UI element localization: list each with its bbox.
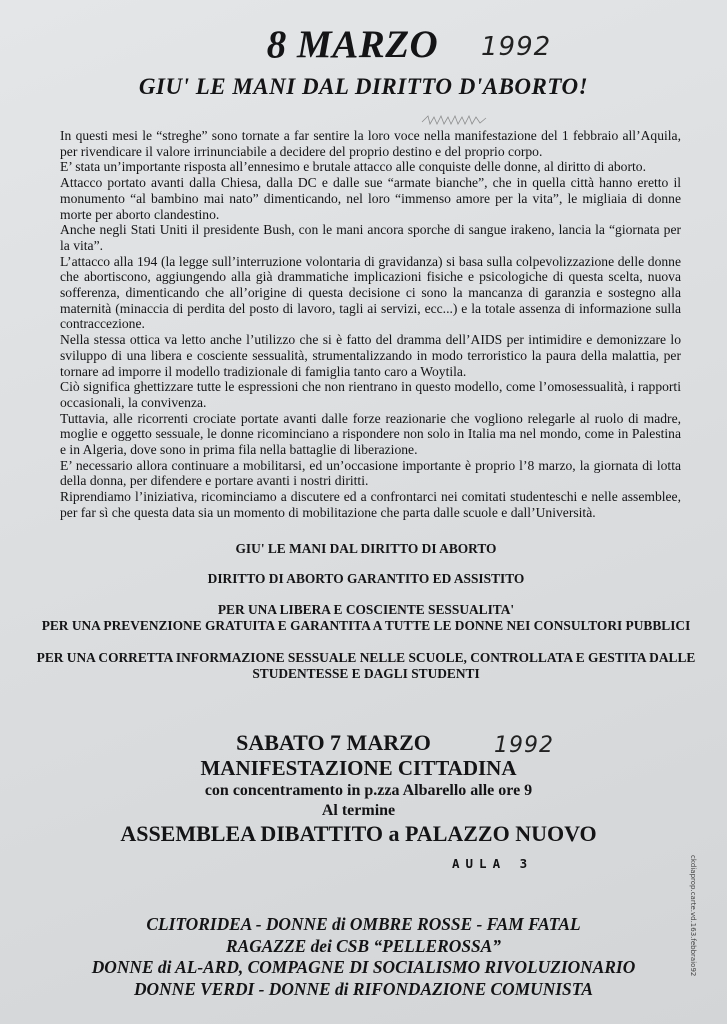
handwritten-year-top: 1992 xyxy=(481,32,552,62)
signatory-line: DONNE VERDI - DONNE di RIFONDAZIONE COMUNISTA xyxy=(134,978,593,999)
slogan: DIRITTO DI ABORTO GARANTITO ED ASSISTITO xyxy=(207,570,525,586)
paragraph: Nella stessa ottica va letto anche l’utilizzo che si è fatto del dramma dell’AIDS per intimidire e demonizzare lo sviluppo di una libera e cosciente sessualità, strumentalizzando in modo terroristico la paura della malattia, per tornare ad imporre il modello tradizionale di famiglia tanto caro a Woytila. xyxy=(60,332,681,379)
handwritten-year-event: 1992 xyxy=(494,733,554,758)
event-room: AULA 3 xyxy=(452,856,534,871)
paragraph: Attacco portato avanti dalla Chiesa, dalla DC e dalle sue “armate bianche”, che in quella città hanno eretto il monumento “al bambino mai nato” dimenticando, nel loro “immenso amore per la vita”, le migliaia di donne morte per aborto clandestino. xyxy=(60,175,681,222)
event-after: Al termine xyxy=(321,802,396,819)
signatories xyxy=(0,914,727,1000)
signatory-line: RAGAZZE dei CSB “PELLEROSSA” xyxy=(226,935,501,956)
paragraph: Ciò significa ghettizzare tutte le espressioni che non rientrano in questo modello, come l’omosessualità, i rapporti occasionali, la convivenza. xyxy=(60,379,681,410)
title-row xyxy=(0,22,727,67)
event-meeting: con concentramento in p.zza Albarello alle ore 9 xyxy=(204,782,533,799)
signatory-line: DONNE di AL-ARD, COMPAGNE DI SOCIALISMO RIVOLUZIONARIO xyxy=(91,957,636,977)
paragraph: Riprendiamo l’iniziativa, ricominciamo a discutere ed a confrontarci nei comitati studenteschi e nelle assemblee, per far sì che questa data sia un momento di mobilitazione che parta dalle scuole e dall’Università. xyxy=(60,489,681,520)
body-text xyxy=(60,128,681,521)
paragraph: In questi mesi le “streghe” sono tornate a far sentire la loro voce nella manifestazione del 1 febbraio all’Aquila, per rivendicare il valore irrinunciabile a decidere del proprio destino e del proprio corpo. xyxy=(60,128,681,159)
page-title: 8 MARZO xyxy=(266,23,439,66)
slogan: PER UNA LIBERA E COSCIENTE SESSUALITA' xyxy=(217,602,515,617)
paragraph: E’ stata un’importante risposta all’ennesimo e brutale attacco alle conquiste delle donne, al diritto di aborto. xyxy=(60,159,646,175)
event-info xyxy=(0,730,727,847)
slogan: GIU' LE MANI DAL DIRITTO DI ABORTO xyxy=(235,541,497,556)
slogan: PER UNA PREVENZIONE GRATUITA E GARANTITA A TUTTE LE DONNE NEI CONSULTORI PUBBLICI xyxy=(41,617,691,633)
slogans xyxy=(28,541,704,681)
signatory-line: CLITORIDEA - DONNE di OMBRE ROSSE - FAM FATAL xyxy=(146,914,581,934)
slogan: PER UNA CORRETTA INFORMAZIONE SESSUALE NELLE SCUOLE, CONTROLLATA E GESTITA DALLE STUDENTESSE E DAGLI STUDENTI xyxy=(36,650,696,681)
pen-scribble-mark xyxy=(420,112,490,128)
paragraph: Tuttavia, alle ricorrenti crociate portate avanti dalle forze reazionarie che vogliono relegarle al ruolo di madre, moglie e oggetto sessuale, le donne ricominciano a rispondere non solo in Italia ma nel mondo, come in Palestina e in Algeria, dove sono in prima fila nella battaglie di liberazione. xyxy=(60,410,681,458)
event-date: SABATO 7 MARZO xyxy=(236,730,431,755)
paragraph: E’ necessario allora continuare a mobilitarsi, ed un’occasione importante è proprio l’8 marzo, la giornata di lotta della donna, per difendere e portare avanti i nostri diritti. xyxy=(60,457,681,489)
archive-note: ckdiaprop.carte.vd.163.febbraio92 xyxy=(689,855,697,977)
paragraph: Anche negli Stati Uniti il presidente Bush, con le mani ancora sporche di sangue irakeno, lancia la “giornata per la vita”. xyxy=(60,222,681,253)
paragraph: L’attacco alla 194 (la legge sull’interruzione volontaria di gravidanza) si basa sulla colpevolizzazione delle donne che abortiscono, aggiungendo alla già drammatiche implicazioni fisiche e psicologiche di questa scelta, nuova sofferenza, dimenticando che all’origine di questa decisione ci sono la mancanza di garanzia e sostegno alla maternità (minaccia di perdita del posto di lavoro, tagli ai servizi, ecc...) e la totale assenza di informazione sulla contraccezione. xyxy=(60,253,681,332)
event-name: MANIFESTAZIONE CITTADINA xyxy=(200,756,517,780)
subtitle: GIU' LE MANI DAL DIRITTO D'ABORTO! xyxy=(138,74,589,99)
event-assembly: ASSEMBLEA DIBATTITO a PALAZZO NUOVO xyxy=(120,821,597,846)
